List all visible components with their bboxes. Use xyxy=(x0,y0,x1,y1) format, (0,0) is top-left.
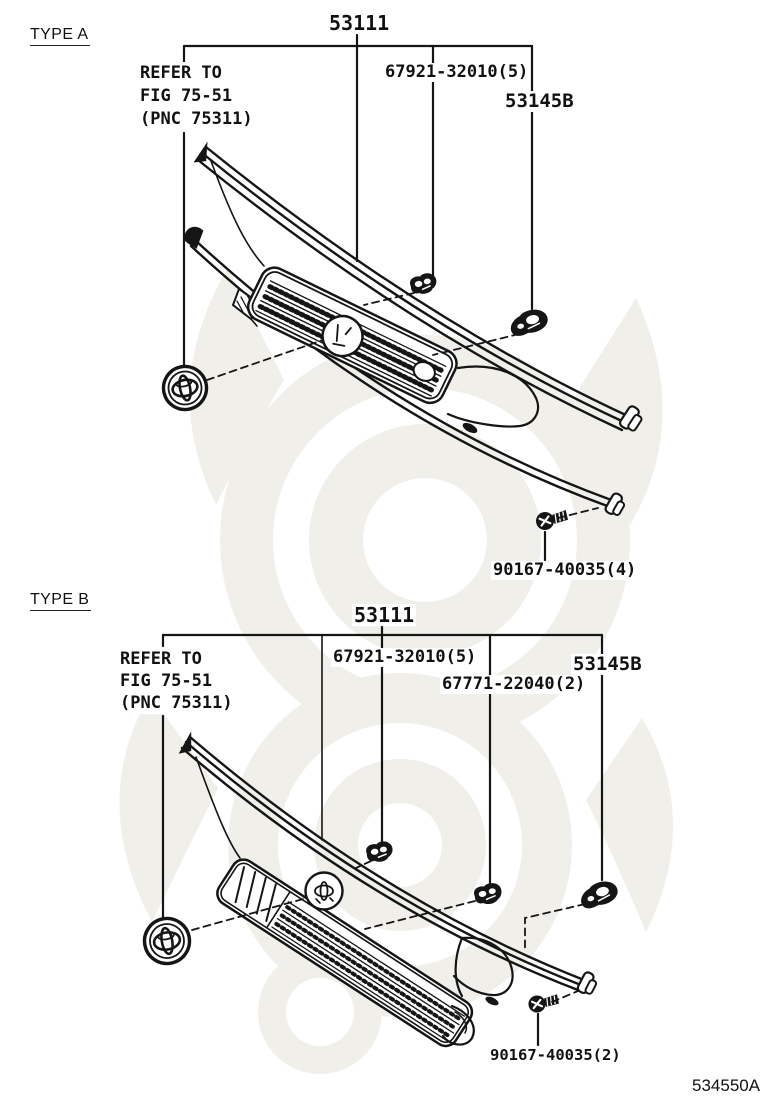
part-number-67771-b: 67771-22040(2) xyxy=(442,674,586,694)
part-number-53145b-b: 53145B xyxy=(573,653,642,675)
part-number-53111-b: 53111 xyxy=(354,603,415,627)
refer-note-b-line2: FIG 75-51 xyxy=(120,671,213,691)
refer-note-b xyxy=(118,648,235,714)
part-number-90167-b: 90167-40035(2) xyxy=(490,1046,621,1064)
part-number-90167-a: 90167-40035(4) xyxy=(493,560,637,580)
figure-code: 534550A xyxy=(692,1076,760,1095)
refer-note-a xyxy=(138,62,255,131)
part-number-67921-a: 67921-32010(5) xyxy=(385,62,529,82)
type-b-title: TYPE B xyxy=(30,591,91,611)
clip-53145b-b xyxy=(578,878,621,910)
type-a-title: TYPE A xyxy=(30,26,90,46)
part-number-53145b-a: 53145B xyxy=(505,90,574,112)
toyota-emblem-b xyxy=(141,915,193,967)
refer-note-b-line3: (PNC 75311) xyxy=(120,693,233,713)
refer-note-b-line1: REFER TO xyxy=(120,649,202,669)
part-number-53111-a: 53111 xyxy=(329,11,390,35)
refer-note-a-line3: (PNC 75311) xyxy=(140,109,253,129)
refer-note-a-line2: FIG 75-51 xyxy=(140,86,233,106)
grille-emblem-mount-b xyxy=(306,873,343,910)
clip-53145b-a xyxy=(508,307,550,338)
refer-note-a-line1: REFER TO xyxy=(140,63,222,83)
screw-90167-b xyxy=(528,993,560,1013)
part-number-67921-b: 67921-32010(5) xyxy=(333,647,477,667)
